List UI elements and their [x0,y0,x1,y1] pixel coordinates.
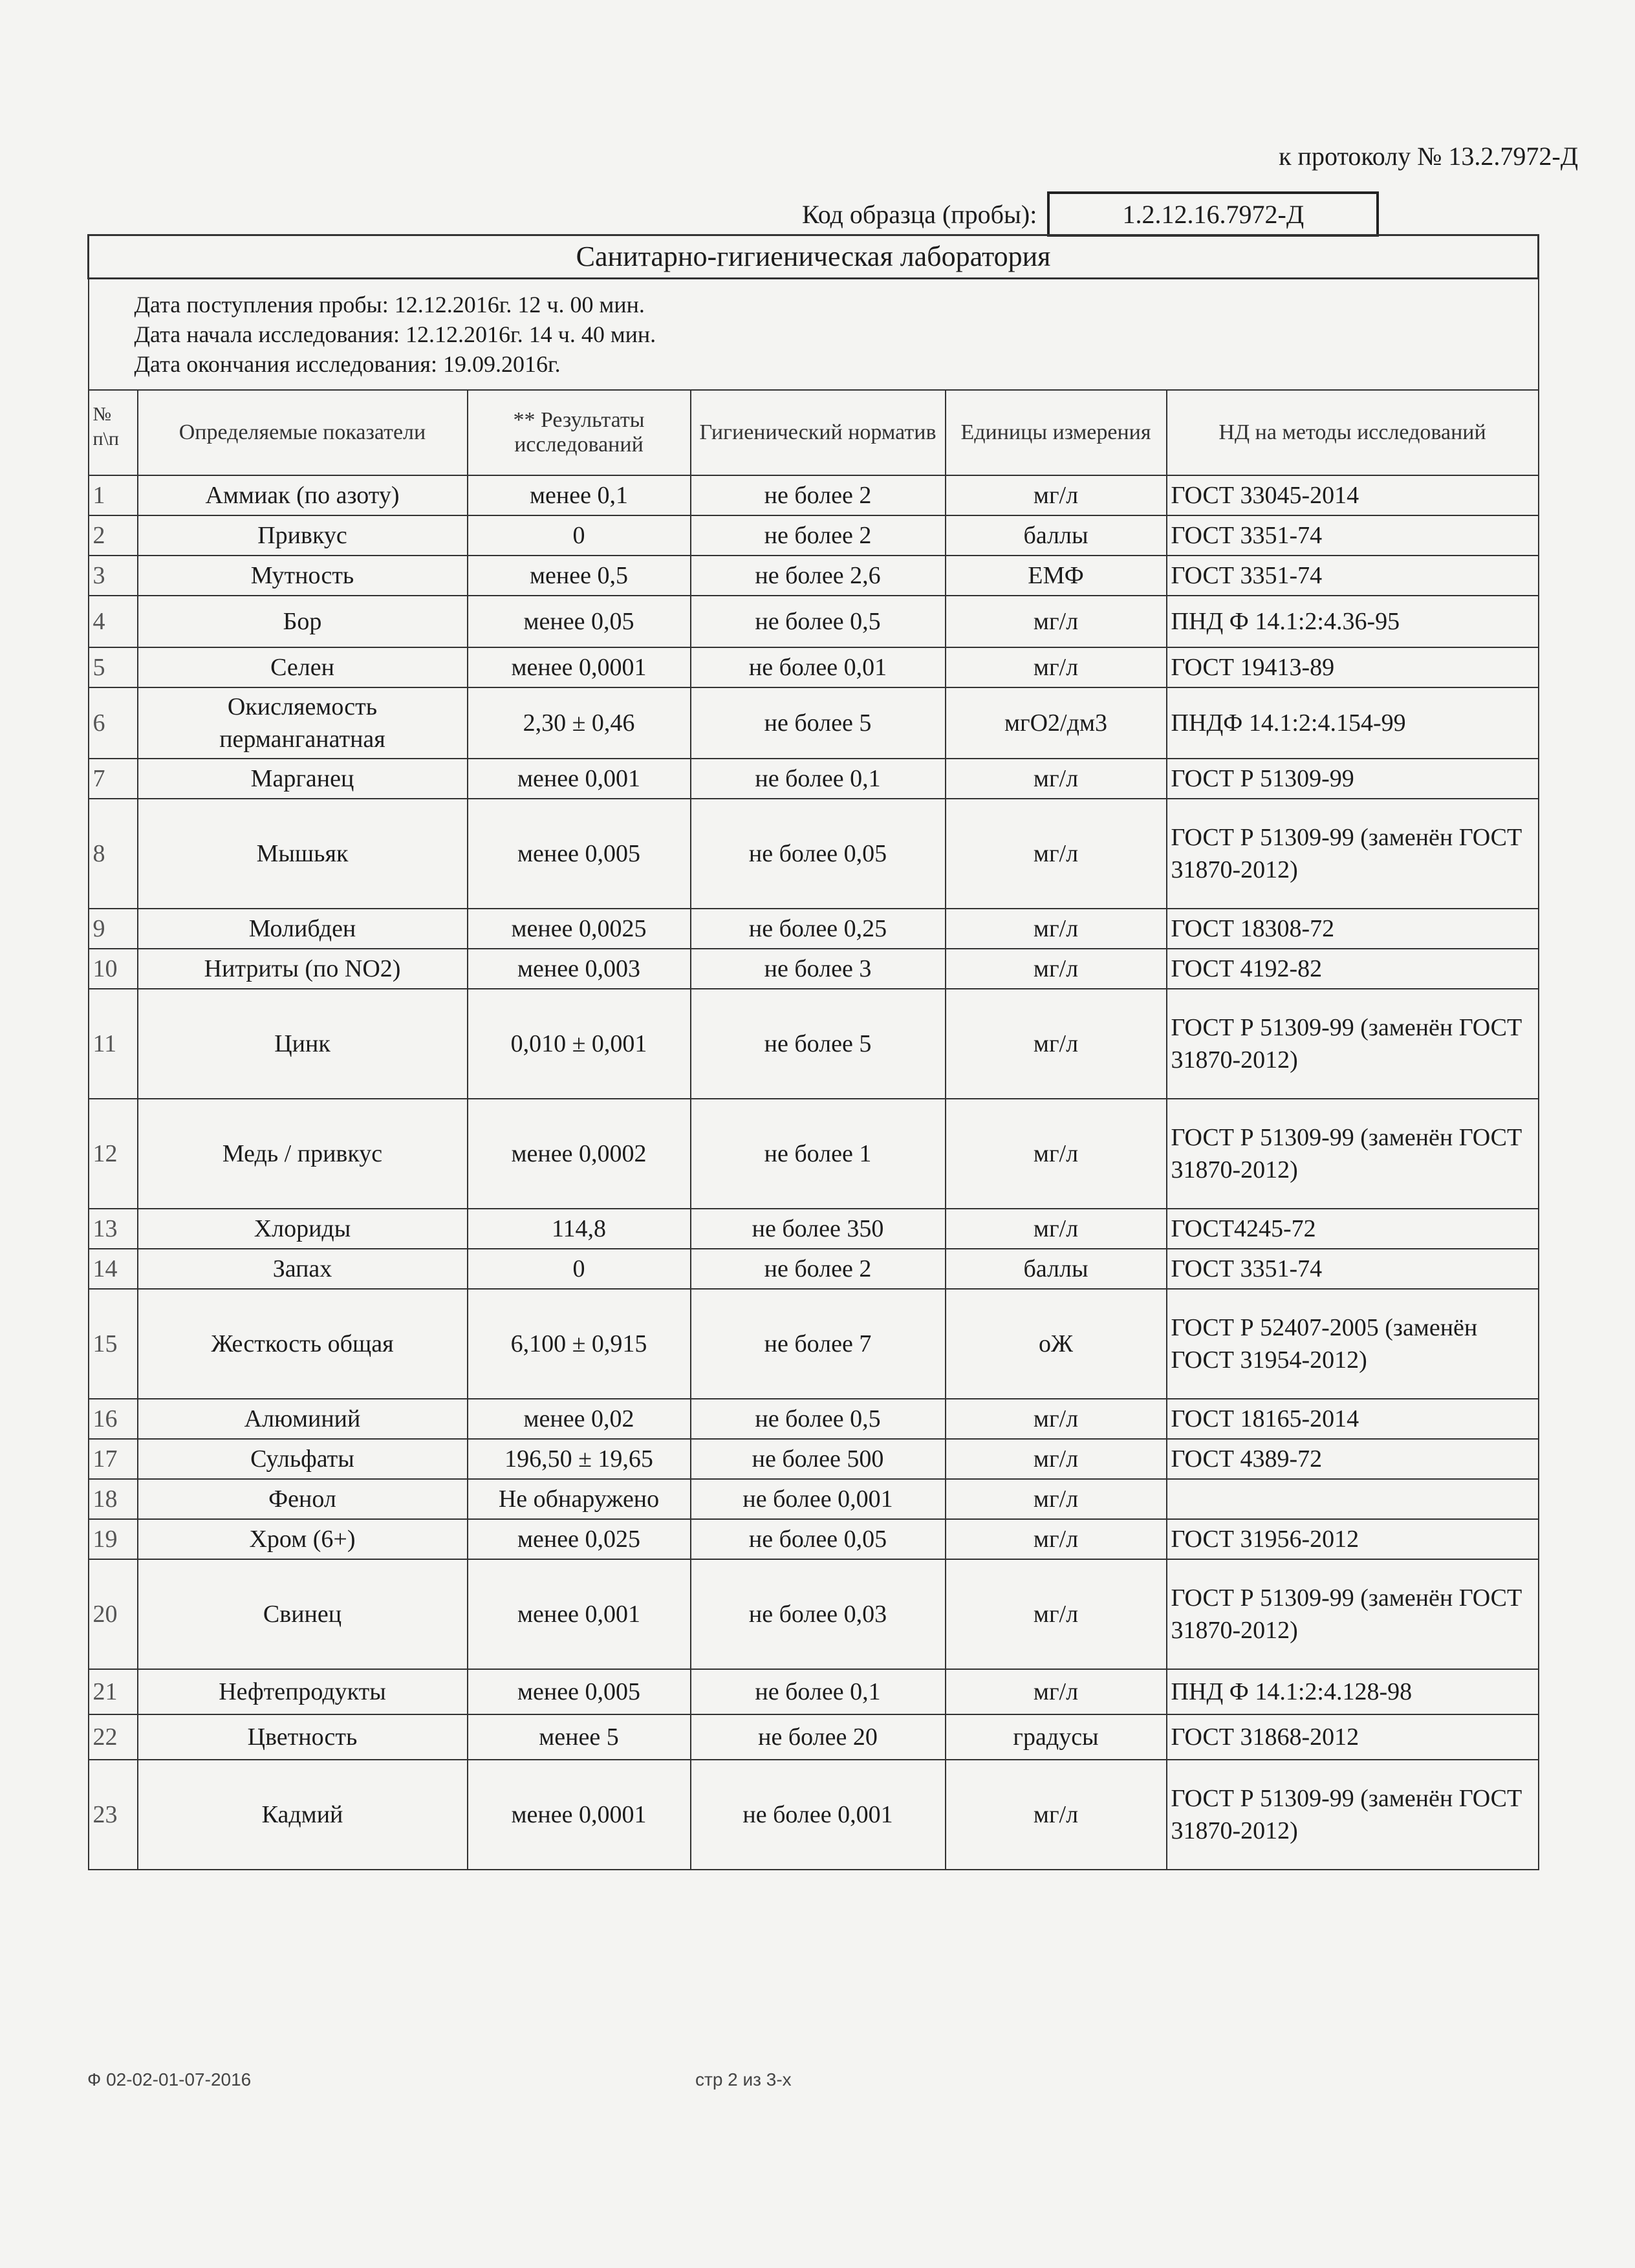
cell-num: 7 [89,759,138,799]
cell-result: менее 0,0002 [468,1099,691,1209]
cell-indicator: Жесткость общая [138,1289,468,1399]
cell-num: 23 [89,1760,138,1870]
cell-indicator: Цветность [138,1714,468,1760]
cell-indicator: Аммиак (по азоту) [138,475,468,515]
cell-method: ГОСТ 18308-72 [1167,909,1539,949]
cell-unit: мг/л [946,949,1167,989]
cell-result: менее 0,003 [468,949,691,989]
cell-result: менее 0,005 [468,1669,691,1714]
table-row [89,556,1539,596]
date-end: Дата окончания исследования: 19.09.2016г. [134,351,561,377]
cell-norm: не более 3 [691,949,946,989]
cell-method: ГОСТ 4192-82 [1167,949,1539,989]
cell-norm: не более 7 [691,1289,946,1399]
cell-norm: не более 0,1 [691,759,946,799]
cell-indicator: Окисляемость перманганатная [138,687,468,759]
page-number: стр 2 из 3-х [695,2069,792,2090]
cell-method: ГОСТ Р 51309-99 (заменён ГОСТ 31870-2012) [1167,1559,1539,1669]
sample-code-box [1047,191,1379,237]
col-header-indicator: Определяемые показатели [138,390,468,475]
cell-norm: не более 500 [691,1439,946,1479]
cell-unit: мг/л [946,1479,1167,1519]
cell-unit: баллы [946,515,1167,556]
cell-indicator: Хлориды [138,1209,468,1249]
cell-method: ГОСТ 4389-72 [1167,1439,1539,1479]
table-row [89,909,1539,949]
cell-method: ГОСТ Р 51309-99 (заменён ГОСТ 31870-2012) [1167,1760,1539,1870]
cell-method: ГОСТ Р 52407-2005 (заменён ГОСТ 31954-2012) [1167,1289,1539,1399]
cell-indicator: Алюминий [138,1399,468,1439]
table-row [89,1099,1539,1209]
cell-indicator: Медь / привкус [138,1099,468,1209]
cell-method: ГОСТ4245-72 [1167,1209,1539,1249]
cell-indicator: Мышьяк [138,799,468,909]
cell-unit: баллы [946,1249,1167,1289]
col-header-method: НД на методы исследований [1167,390,1539,475]
cell-method: ГОСТ 19413-89 [1167,647,1539,687]
cell-unit: мг/л [946,1519,1167,1559]
cell-indicator: Селен [138,647,468,687]
cell-norm: не более 5 [691,989,946,1099]
sample-code-label: Код образца (пробы): [802,199,1037,229]
table-row [89,1519,1539,1559]
cell-unit: мг/л [946,1399,1167,1439]
cell-result: менее 0,1 [468,475,691,515]
cell-method: ПНД Ф 14.1:2:4.128-98 [1167,1669,1539,1714]
cell-unit: мг/л [946,1439,1167,1479]
lab-title-row [89,235,1539,279]
cell-method: ГОСТ 3351-74 [1167,556,1539,596]
col-header-num: № п\п [89,390,138,475]
cell-result: 0,010 ± 0,001 [468,989,691,1099]
sample-code-row [802,191,1379,237]
table-row [89,596,1539,647]
cell-method: ГОСТ 31868-2012 [1167,1714,1539,1760]
table-row [89,1399,1539,1439]
cell-indicator: Хром (6+) [138,1519,468,1559]
cell-indicator: Молибден [138,909,468,949]
cell-num: 20 [89,1559,138,1669]
cell-norm: не более 0,05 [691,1519,946,1559]
cell-result: менее 0,0025 [468,909,691,949]
cell-num: 8 [89,799,138,909]
cell-norm: не более 0,01 [691,647,946,687]
cell-unit: градусы [946,1714,1167,1760]
cell-unit: ЕМФ [946,556,1167,596]
cell-result: 114,8 [468,1209,691,1249]
cell-num: 6 [89,687,138,759]
table-row [89,1289,1539,1399]
form-code: Ф 02-02-01-07-2016 [87,2069,252,2090]
cell-norm: не более 0,5 [691,1399,946,1439]
cell-method: ГОСТ 18165-2014 [1167,1399,1539,1439]
cell-num: 19 [89,1519,138,1559]
cell-norm: не более 20 [691,1714,946,1760]
cell-unit: мг/л [946,759,1167,799]
header-row [89,390,1539,475]
cell-result: менее 0,5 [468,556,691,596]
cell-method: ГОСТ Р 51309-99 (заменён ГОСТ 31870-2012) [1167,989,1539,1099]
cell-method: ГОСТ 3351-74 [1167,1249,1539,1289]
cell-unit: мг/л [946,909,1167,949]
cell-norm: не более 5 [691,687,946,759]
cell-indicator: Мутность [138,556,468,596]
cell-norm: не более 350 [691,1209,946,1249]
cell-unit: мг/л [946,1559,1167,1669]
cell-num: 12 [89,1099,138,1209]
table-row [89,799,1539,909]
table-row [89,1714,1539,1760]
date-received: Дата поступления пробы: 12.12.2016г. 12 ч. 00 мин. [134,292,645,318]
cell-indicator: Марганец [138,759,468,799]
cell-unit: оЖ [946,1289,1167,1399]
cell-method: ПНД Ф 14.1:2:4.36-95 [1167,596,1539,647]
cell-unit: мг/л [946,596,1167,647]
dates-row [89,279,1539,391]
protocol-reference: к протоколу № 13.2.7972-Д [1279,142,1578,171]
table-row [89,1559,1539,1669]
cell-method: ПНДФ 14.1:2:4.154-99 [1167,687,1539,759]
table-row [89,687,1539,759]
table-row [89,989,1539,1099]
cell-num: 10 [89,949,138,989]
cell-result: 6,100 ± 0,915 [468,1289,691,1399]
results-table [87,234,1539,1870]
cell-norm: не более 0,1 [691,1669,946,1714]
cell-unit: мг/л [946,1209,1167,1249]
cell-num: 1 [89,475,138,515]
cell-num: 13 [89,1209,138,1249]
cell-result: менее 0,005 [468,799,691,909]
date-start: Дата начала исследования: 12.12.2016г. 14 ч. 40 мин. [134,321,656,347]
cell-indicator: Кадмий [138,1760,468,1870]
cell-result: 196,50 ± 19,65 [468,1439,691,1479]
cell-norm: не более 2 [691,515,946,556]
cell-result: менее 0,0001 [468,1760,691,1870]
cell-norm: не более 0,001 [691,1760,946,1870]
dates-cell [89,279,1539,391]
cell-method [1167,1479,1539,1519]
cell-num: 22 [89,1714,138,1760]
cell-norm: не более 0,5 [691,596,946,647]
cell-norm: не более 0,001 [691,1479,946,1519]
cell-method: ГОСТ 31956-2012 [1167,1519,1539,1559]
cell-norm: не более 1 [691,1099,946,1209]
cell-num: 15 [89,1289,138,1399]
cell-result: 0 [468,1249,691,1289]
sample-code-value: 1.2.12.16.7972-Д [1122,199,1305,229]
cell-norm: не более 0,05 [691,799,946,909]
cell-num: 5 [89,647,138,687]
cell-num: 4 [89,596,138,647]
cell-result: менее 0,001 [468,759,691,799]
cell-norm: не более 2 [691,1249,946,1289]
cell-result: 2,30 ± 0,46 [468,687,691,759]
col-header-result: ** Результаты исследований [468,390,691,475]
cell-norm: не более 2,6 [691,556,946,596]
cell-result: 0 [468,515,691,556]
table-row [89,949,1539,989]
cell-unit: мг/л [946,1760,1167,1870]
cell-unit: мг/л [946,1669,1167,1714]
cell-indicator: Привкус [138,515,468,556]
table-row [89,647,1539,687]
cell-result: менее 5 [468,1714,691,1760]
table-row [89,515,1539,556]
cell-norm: не более 0,03 [691,1559,946,1669]
cell-indicator: Нефтепродукты [138,1669,468,1714]
cell-method: ГОСТ Р 51309-99 [1167,759,1539,799]
cell-method: ГОСТ 3351-74 [1167,515,1539,556]
cell-num: 9 [89,909,138,949]
cell-unit: мг/л [946,475,1167,515]
table-row [89,1760,1539,1870]
cell-indicator: Сульфаты [138,1439,468,1479]
cell-unit: мг/л [946,647,1167,687]
table-row [89,1249,1539,1289]
table-row [89,1479,1539,1519]
cell-result: менее 0,02 [468,1399,691,1439]
cell-num: 21 [89,1669,138,1714]
cell-result: менее 0,0001 [468,647,691,687]
col-header-norm: Гигиенический норматив [691,390,946,475]
col-header-unit: Единицы измерения [946,390,1167,475]
cell-num: 11 [89,989,138,1099]
cell-unit: мг/л [946,799,1167,909]
cell-indicator: Бор [138,596,468,647]
table-row [89,1669,1539,1714]
cell-indicator: Свинец [138,1559,468,1669]
cell-unit: мг/л [946,989,1167,1099]
table-row [89,1209,1539,1249]
cell-unit: мгО2/дм3 [946,687,1167,759]
cell-method: ГОСТ Р 51309-99 (заменён ГОСТ 31870-2012) [1167,799,1539,909]
table-row [89,1439,1539,1479]
cell-norm: не более 0,25 [691,909,946,949]
cell-num: 18 [89,1479,138,1519]
cell-result: менее 0,05 [468,596,691,647]
table-row [89,759,1539,799]
cell-num: 14 [89,1249,138,1289]
cell-norm: не более 2 [691,475,946,515]
cell-method: ГОСТ 33045-2014 [1167,475,1539,515]
cell-indicator: Нитриты (по NO2) [138,949,468,989]
cell-result: менее 0,025 [468,1519,691,1559]
table-row [89,475,1539,515]
cell-method: ГОСТ Р 51309-99 (заменён ГОСТ 31870-2012) [1167,1099,1539,1209]
lab-title: Санитарно-гигиеническая лаборатория [89,235,1539,279]
cell-num: 16 [89,1399,138,1439]
cell-indicator: Цинк [138,989,468,1099]
cell-num: 3 [89,556,138,596]
cell-result: менее 0,001 [468,1559,691,1669]
cell-unit: мг/л [946,1099,1167,1209]
cell-result: Не обнаружено [468,1479,691,1519]
cell-indicator: Запах [138,1249,468,1289]
cell-num: 2 [89,515,138,556]
cell-indicator: Фенол [138,1479,468,1519]
cell-num: 17 [89,1439,138,1479]
